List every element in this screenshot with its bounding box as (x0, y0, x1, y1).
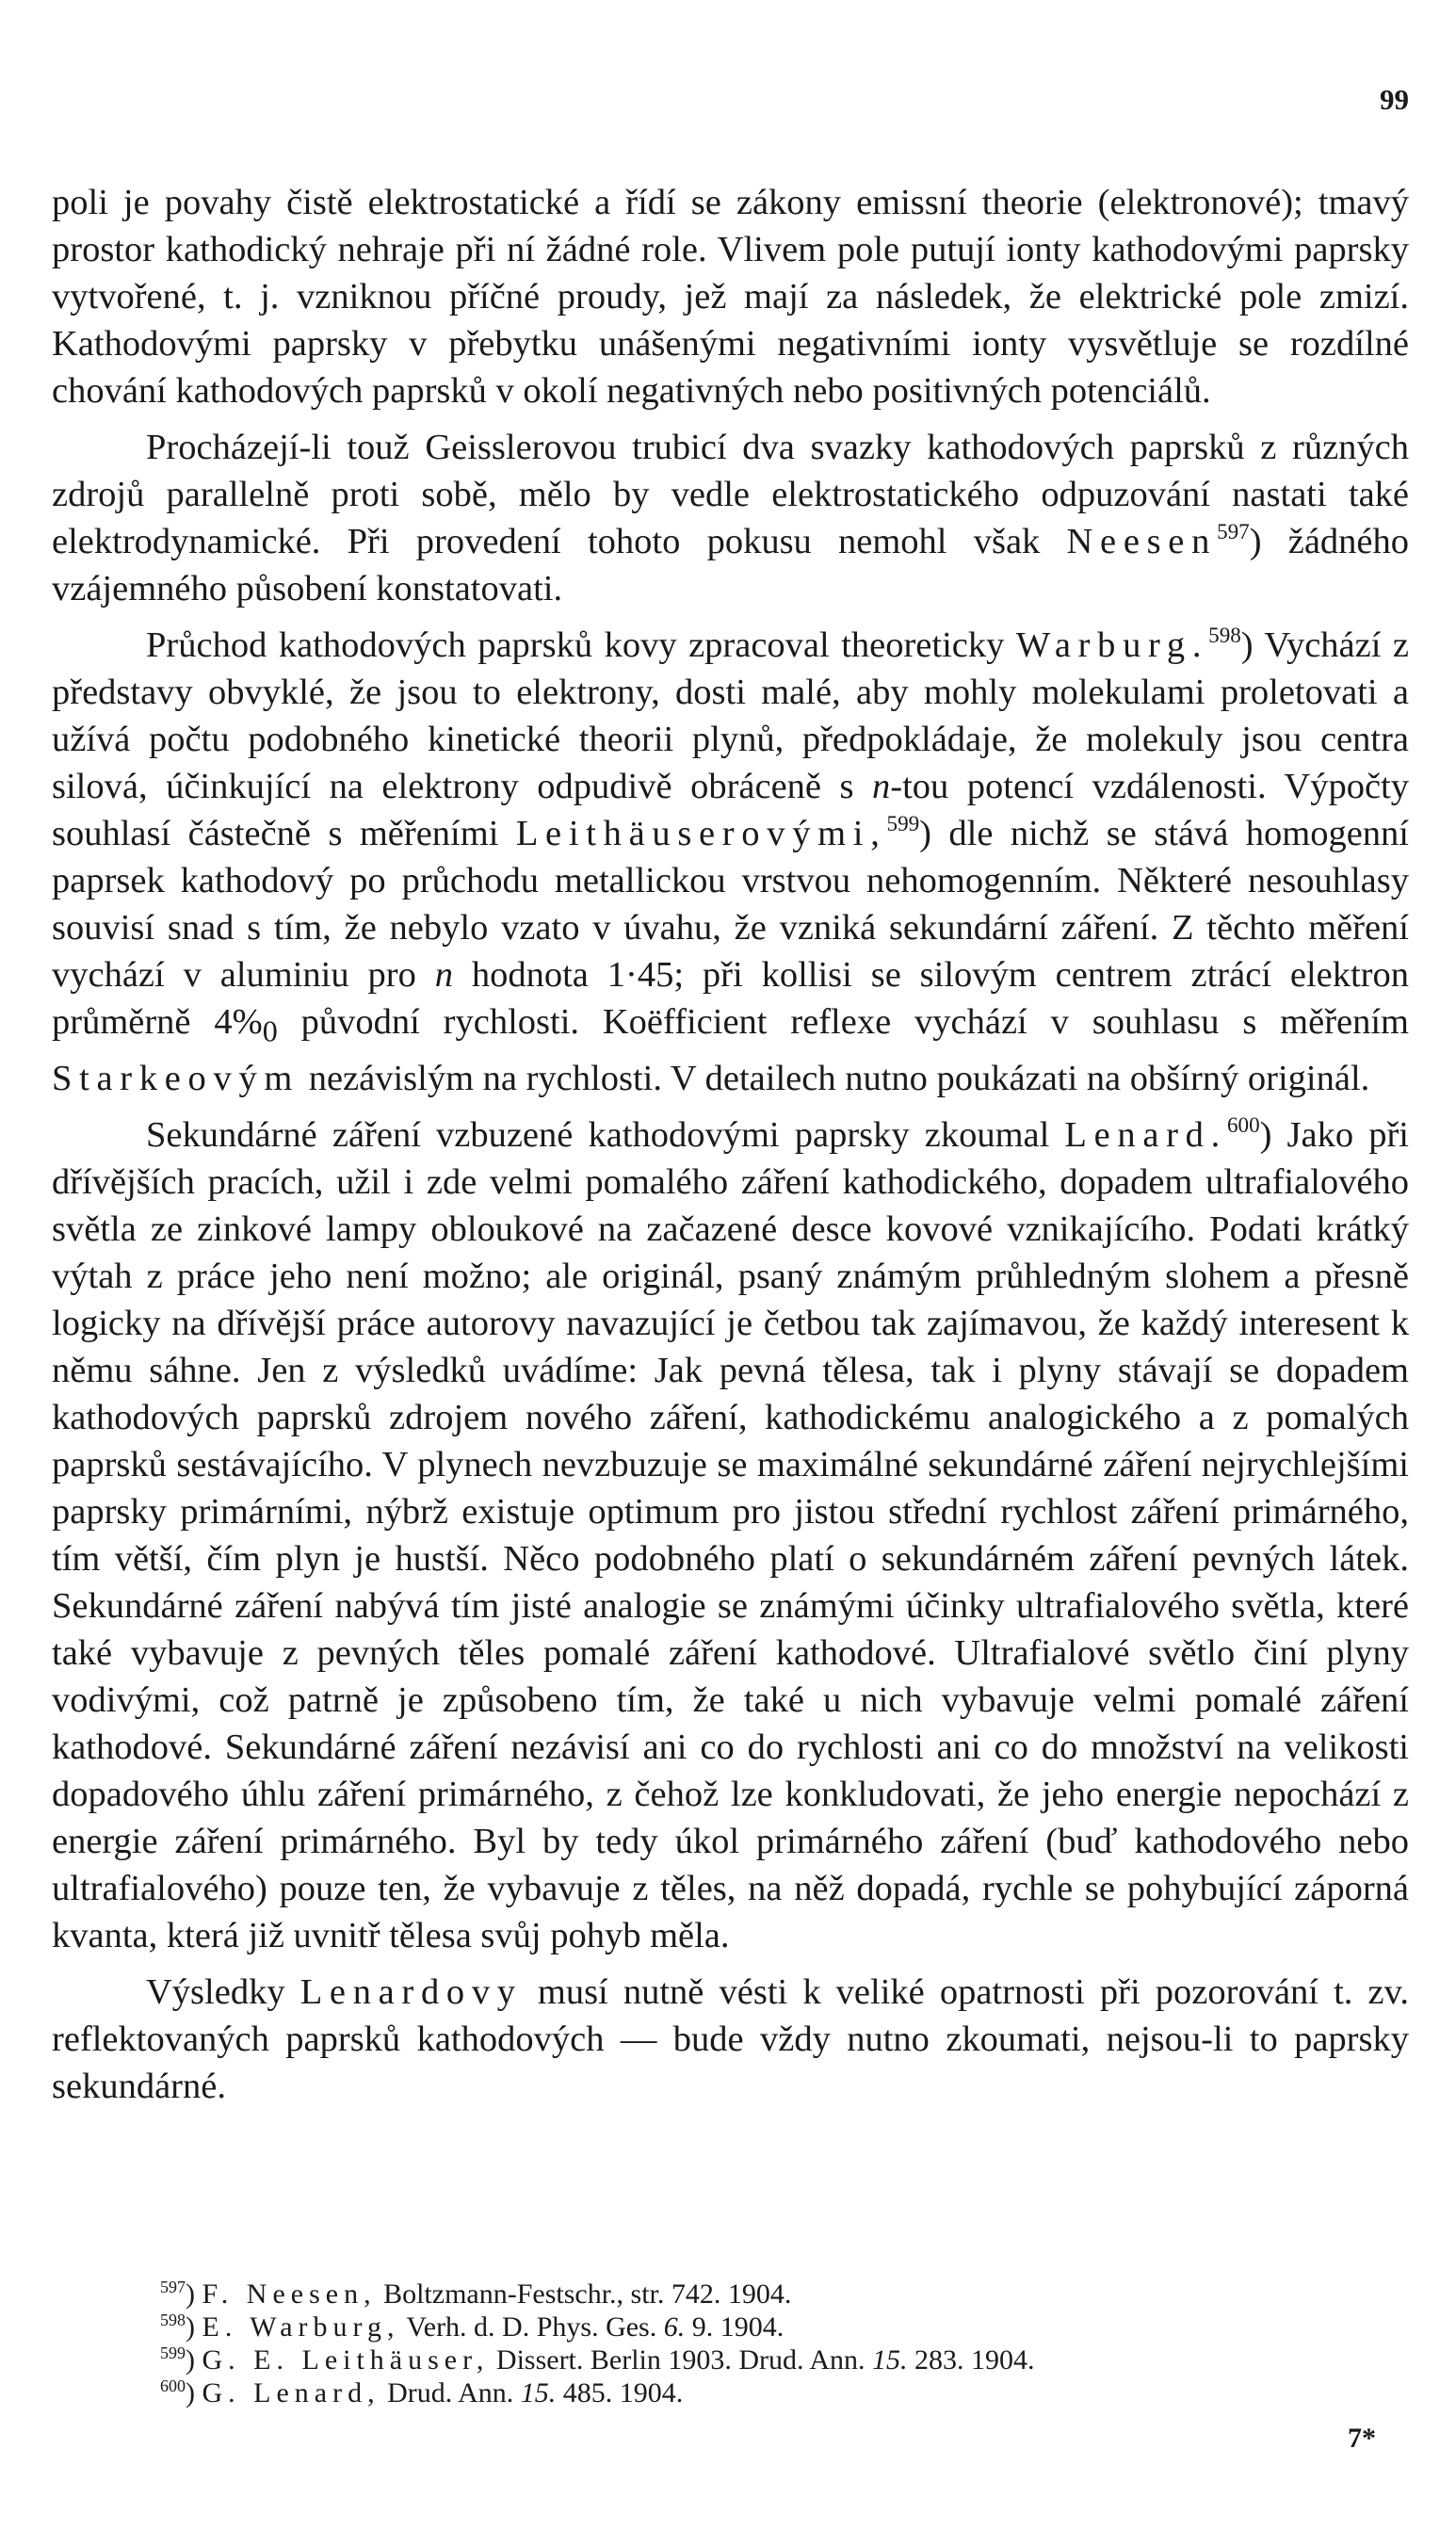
footnote-ref-599: 599 (886, 811, 920, 835)
author-lenardovy: Lenardovy (299, 1971, 523, 2012)
author-neesen: Neesen (1066, 522, 1218, 561)
paragraph-5 (52, 1969, 1409, 2110)
paragraph-1 (52, 179, 1409, 414)
footnote-volume: 6. (663, 2311, 686, 2343)
footnote-volume: 15. (872, 2344, 908, 2376)
footnote-599: $^{599}$) G. E. Leithäuser, Dissert. Berlin 1903. Drud. Ann. 15. 283. 1904. (160, 2343, 1035, 2376)
paragraph-5-text-b: musí nutně vésti k veliké opatrnosti při pozorování t. zv. reflektovaných paprsků kathodových — bude vždy nutno zkoumati, nejsou-li to paprsky sekundárné. (52, 1971, 1410, 2106)
paragraph-3-text-c: -tou potencí vzdálenosti. Výpočty souhlasí částečně s měřeními (52, 767, 1409, 853)
footnote-597: $^{597}$) F. Neesen, Boltzmann-Festschr., str. 742. 1904. (160, 2278, 792, 2310)
footnote-author: G. Lenard, (202, 2377, 380, 2408)
paragraph-2-text-b: ) žádného vzájemného působení konstatovati. (52, 522, 1410, 608)
paragraph-3-text-f: původní rychlosti. Koëfficient reflexe vychází v souhlasu s měřením (277, 1002, 1409, 1042)
paragraph-2 (52, 424, 1409, 612)
author-lenard: Lenard. (1064, 1114, 1227, 1155)
footnote-author: E. Warburg, (202, 2311, 400, 2343)
paragraph-5-text-a: Výsledky (146, 1971, 285, 2012)
author-starke: Starkeovým (52, 1058, 300, 1098)
footnote-text-2: 485. 1904. (556, 2377, 684, 2408)
footnote-author: G. E. Leithäuser, (202, 2344, 490, 2376)
footnote-mark: 598 (160, 2311, 186, 2330)
paragraph-3 (52, 622, 1409, 1102)
footnote-text: Dissert. Berlin 1903. Drud. Ann. (489, 2344, 873, 2376)
paragraph-4 (52, 1111, 1409, 1959)
footnote-mark: 599 (160, 2343, 186, 2363)
paragraph-3-text-d: ) dle nichž se stává homogenní paprsek kathodový po průchodu metallickou vrstvou nehomogenním. Některé nesouhlasy souvisí snad s tím, že nebylo vzato v úvahu, že vzniká sekundární záření. Z těchto měření vychází v aluminiu pro (52, 814, 1409, 995)
footnotes (160, 2278, 1384, 2409)
footnote-author: F. Neesen, (202, 2278, 377, 2310)
page-number: 99 (1380, 83, 1409, 116)
paragraph-4-text-a: Sekundárné záření vzbuzené kathodovými paprsky zkoumal (146, 1114, 1050, 1155)
paragraph-3-text-b: ) Vychází z představy obvyklé, že jsou to elektrony, dosti malé, aby mohly molekulami proletovati a užívá počtu podobného kinetické theorii plynů, předpokládaje, že molekuly jsou centra silová, účinkující na elektrony odpudivě obráceně s (52, 625, 1409, 806)
paragraph-3-text-g: nezávislým na rychlosti. V detailech nutno poukázati na obšírný originál. (299, 1058, 1370, 1098)
footnote-text-2: 9. 1904. (685, 2311, 785, 2343)
paragraph-2-text-a: Procházejí-li touž Geisslerovou trubicí dva svazky kathodových paprsků z různých zdrojů parallelně proti sobě, mělo by vedle elektrostatického odpuzování nastati také elektrodynamické. Při provedení tohoto pokusu nemohl však (52, 428, 1409, 561)
author-leithauser: Leithäuserovými, (515, 814, 887, 853)
paragraph-1-text: poli je povahy čistě elektrostatické a řídí se zákony emissní theorie (elektronové); tmavý prostor kathodický nehraje při ní žádné role. Vlivem pole putují ionty kathodovými paprsky vytvořené, t. j. vzniknou příčné proudy, jež mají za následek, že elektrické pole zmizí. Kathodovými paprsky v přebytku unášenými negativními ionty vysvětluje se rozdílné chování kathodových paprsků v okolí negativných nebo positivných potenciálů. (52, 183, 1409, 411)
footnote-ref-600: 600 (1226, 1111, 1260, 1137)
footnote-text: Drud. Ann. (380, 2377, 521, 2408)
paragraph-3-text-e: hodnota 1·45; při kollisi se silovým centrem ztrácí elektron průměrně 4% (52, 955, 1410, 1042)
footnote-598: $^{598}$) E. Warburg, Verh. d. D. Phys. Ges. 6. 9. 1904. (160, 2311, 785, 2343)
footnote-600: $^{600}$) G. Lenard, Drud. Ann. 15. 485. 1904. (160, 2376, 684, 2408)
footnote-text: Boltzmann-Festschr., str. 742. 1904. (376, 2278, 792, 2310)
author-warburg: Warburg. (1015, 625, 1209, 665)
variable-n-2: n (434, 955, 453, 995)
body-text (52, 179, 1409, 2119)
footnote-text: Verh. d. D. Phys. Ges. (399, 2311, 664, 2343)
footnote-ref-597: 597 (1217, 519, 1250, 543)
paragraph-4-text-b: ) Jako při dřívějších pracích, užil i zde velmi pomalého záření kathodického, dopadem ultrafialového světla ze zinkové lampy obloukové na začazené desce kovové vznikajícího. Podati krátký výtah z práce jeho není možno; ale originál, psaný známým průhledným slohem a přesně logicky na dřívější práce autorovy navazující je četbou tak zajímavou, že každý interesent k němu sáhne. Jen z výsledků uvádíme: Jak pevná tělesa, tak i plyny stávají se dopadem kathodových paprsků zdrojem nového záření, kathodickému analogického a z pomalých paprsků sestávajícího. V plynech nevzbuzuje se maximálné sekundárné záření nejrychlejšími paprsky primárními, nýbrž existuje optimum pro jistou střední rychlost záření primárného, tím větší, čím plyn je hustší. Něco podobného platí o sekundárném záření pevných látek. Sekundárné záření nabývá tím jisté analogie se známými účinky ultrafialového světla, které také vybavuje z pevných těles pomalé záření kathodové. Ultrafialové světlo činí plyny vodivými, což patrně je způsobeno tím, že také u nich vybavuje velmi pomalé záření kathodové. Sekundárné záření nezávisí ani co do rychlosti ani co do množství na velikosti dopadového úhlu záření primárného, z čehož lze konkludovati, že jeho energie nepochází z energie záření primárného. Byl by tedy úkol primárného záření (buď kathodového nebo ultrafialového) pouze ten, že vybavuje z těles, na něž dopadá, rychle se pohybující záporná kvanta, která již uvnitř tělesa svůj pohyb měla. (52, 1114, 1409, 1955)
paragraph-3-text-a: Průchod kathodových paprsků kovy zpracoval theoreticky (146, 625, 1005, 665)
percent-subscript: 0 (262, 1014, 278, 1048)
footnote-text-2: 283. 1904. (907, 2344, 1035, 2376)
footnote-mark: 597 (160, 2278, 186, 2297)
variable-n: n (872, 767, 891, 806)
footnote-ref-598: 598 (1208, 623, 1241, 647)
signature-mark: 7* (1348, 2423, 1376, 2454)
footnote-volume: 15. (520, 2377, 557, 2408)
footnote-mark: 600 (160, 2376, 186, 2396)
